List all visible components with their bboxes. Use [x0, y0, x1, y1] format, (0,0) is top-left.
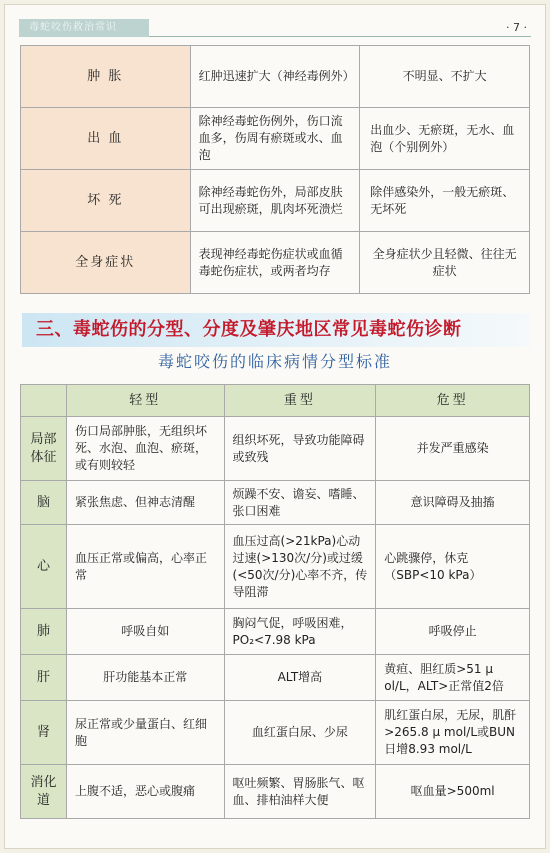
severe-cell: 血压过高(>21kPa)心动过速(>130次/分)或过缓(<50次/分)心率不齐，传导阻滞	[224, 525, 376, 609]
critical-cell: 呕血量>500ml	[376, 765, 530, 819]
critical-cell: 并发严重感染	[376, 417, 530, 481]
critical-cell: 意识障碍及抽搐	[376, 481, 530, 525]
venomous-cell: 红肿迅速扩大（神经毒例外）	[190, 46, 360, 108]
table-row	[21, 525, 530, 609]
running-header: 毒蛇咬伤救治常识	[19, 19, 149, 37]
table-row	[21, 108, 530, 170]
corner-cell	[21, 385, 67, 417]
row-label: 全身症状	[21, 232, 191, 294]
row-label: 肺	[21, 609, 67, 655]
nonvenomous-cell: 不明显、不扩大	[360, 46, 530, 108]
column-header-severe: 重型	[224, 385, 376, 417]
nonvenomous-cell: 除伴感染外，一般无瘀斑、无坏死	[360, 170, 530, 232]
row-label: 肝	[21, 655, 67, 701]
column-header-mild: 轻型	[66, 385, 224, 417]
critical-cell: 呼吸停止	[376, 609, 530, 655]
severe-cell: 血红蛋白尿、少尿	[224, 701, 376, 765]
mild-cell: 上腹不适，恶心或腹痛	[66, 765, 224, 819]
row-label: 出 血	[21, 108, 191, 170]
page-number: · 7 ·	[506, 21, 527, 34]
table-row	[21, 609, 530, 655]
venomous-cell: 表现神经毒蛇伤症状或血循毒蛇伤症状，或两者均存	[190, 232, 360, 294]
venomous-cell: 除神经毒蛇伤外，局部皮肤可出现瘀斑，肌肉坏死溃烂	[190, 170, 360, 232]
severe-cell: ALT增高	[224, 655, 376, 701]
row-label: 心	[21, 525, 67, 609]
header-rule	[149, 36, 531, 37]
mild-cell: 尿正常或少量蛋白、红细胞	[66, 701, 224, 765]
section-banner: 三、毒蛇伤的分型、分度及肇庆地区常见毒蛇伤诊断	[22, 313, 530, 347]
severe-cell: 烦躁不安、谵妄、嗜睡、张口困难	[224, 481, 376, 525]
row-label: 消化道	[21, 765, 67, 819]
table-row	[21, 46, 530, 108]
mild-cell: 紧张焦虑、但神志清醒	[66, 481, 224, 525]
row-label: 肾	[21, 701, 67, 765]
table-row	[21, 170, 530, 232]
table-row	[21, 701, 530, 765]
mild-cell: 呼吸自如	[66, 609, 224, 655]
table-row	[21, 481, 530, 525]
nonvenomous-cell: 全身症状少且轻微、往往无症状	[360, 232, 530, 294]
table-row	[21, 765, 530, 819]
row-label: 坏 死	[21, 170, 191, 232]
row-label: 局部体征	[21, 417, 67, 481]
column-header-critical: 危型	[376, 385, 530, 417]
mild-cell: 伤口局部肿胀，无组织坏死、水泡、血泡、瘀斑，或有则较轻	[66, 417, 224, 481]
nonvenomous-cell: 出血少、无瘀斑，无水、血泡（个别例外）	[360, 108, 530, 170]
venomous-cell: 除神经毒蛇伤例外，伤口流血多，伤周有瘀斑或水、血泡	[190, 108, 360, 170]
severe-cell: 胸闷气促，呼吸困难，PO₂<7.98 kPa	[224, 609, 376, 655]
severe-cell: 组织坏死，导致功能障碍或致残	[224, 417, 376, 481]
critical-cell: 肌红蛋白尿，无尿，肌酐>265.8 μ mol/L或BUN日增8.93 mol/L	[376, 701, 530, 765]
table-row	[21, 417, 530, 481]
table-row	[21, 232, 530, 294]
mild-cell: 肝功能基本正常	[66, 655, 224, 701]
table-title: 毒蛇咬伤的临床病情分型标准	[157, 352, 392, 371]
mild-cell: 血压正常或偏高，心率正常	[66, 525, 224, 609]
severe-cell: 呕吐频繁、胃肠胀气、呕血、排柏油样大便	[224, 765, 376, 819]
table-row	[21, 655, 530, 701]
critical-cell: 心跳骤停，休克（SBP<10 kPa）	[376, 525, 530, 609]
row-label: 肿 胀	[21, 46, 191, 108]
header-row	[21, 385, 530, 417]
venom-comparison-table	[20, 45, 530, 294]
critical-cell: 黄疸、胆红质>51 μ ol/L，ALT>正常值2倍	[376, 655, 530, 701]
row-label: 脑	[21, 481, 67, 525]
classification-table	[20, 384, 530, 819]
